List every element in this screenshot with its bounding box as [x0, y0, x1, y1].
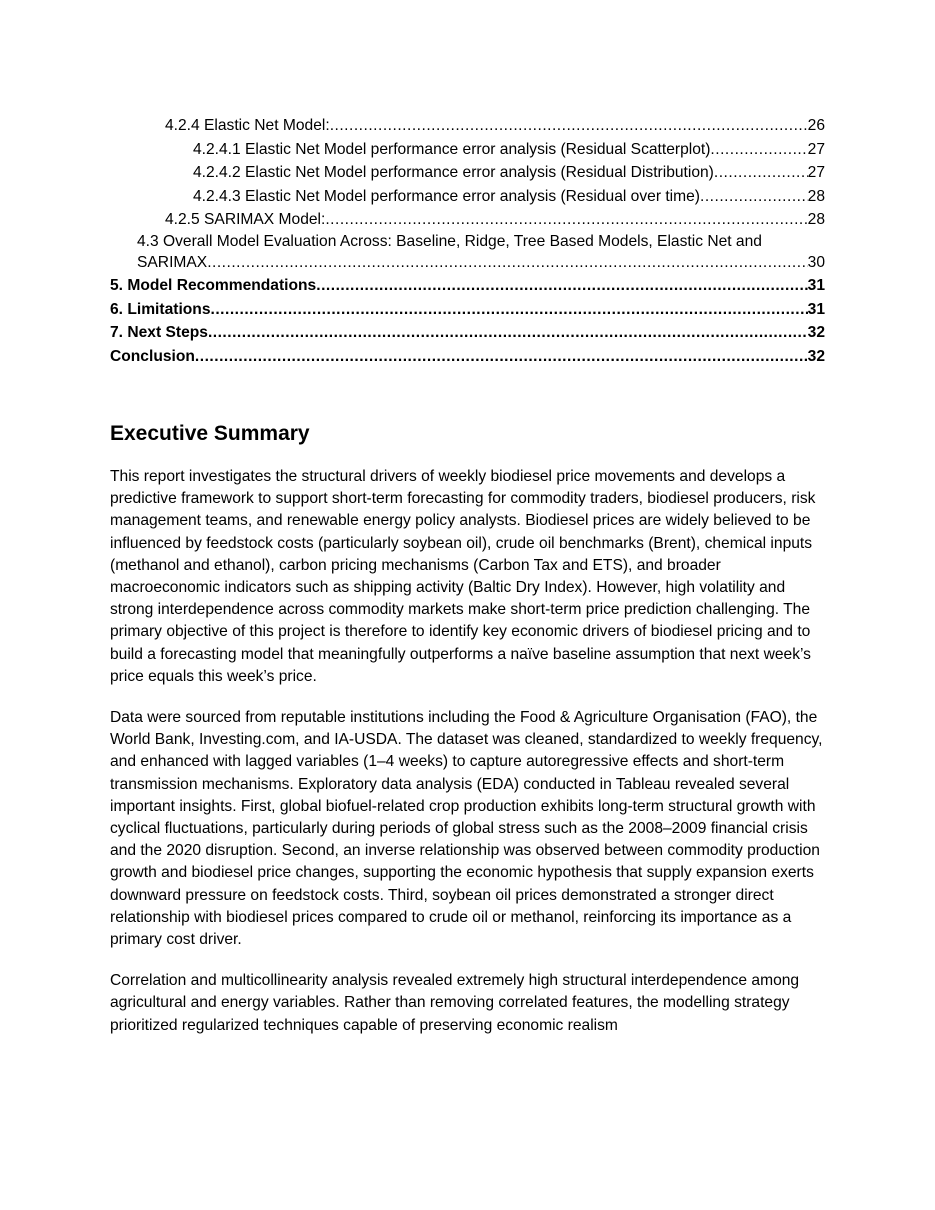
toc-page-number: 32	[807, 324, 825, 342]
toc-entry-title: 5. Model Recommendations	[110, 276, 317, 294]
toc-entry-title: 7. Next Steps	[110, 324, 208, 342]
toc-dot-leader	[710, 138, 807, 162]
toc-entry[interactable]	[110, 274, 825, 298]
table-of-contents	[110, 114, 825, 368]
toc-entry-title: 4.2.4.2 Elastic Net Model performance error analysis (Residual Distribution)	[193, 164, 714, 182]
toc-entry-title: 4.3 Overall Model Evaluation Across: Baseline, Ridge, Tree Based Models, Elastic Net and	[137, 232, 762, 250]
toc-dot-leader	[325, 208, 807, 232]
toc-entry[interactable]	[110, 138, 825, 162]
toc-entry-title: 4.2.4.1 Elastic Net Model performance error analysis (Residual Scatterplot)	[193, 140, 711, 158]
toc-page-number: 30	[807, 253, 825, 271]
toc-page-number: 31	[807, 300, 825, 318]
toc-dot-leader	[207, 252, 807, 274]
toc-entry[interactable]	[110, 345, 825, 369]
toc-entry-title: 4.2.5 SARIMAX Model:	[165, 211, 326, 229]
toc-entry[interactable]	[110, 232, 825, 274]
toc-dot-leader	[714, 161, 808, 185]
toc-dot-leader	[211, 298, 808, 322]
toc-page-number: 28	[807, 187, 825, 205]
body-paragraph: Correlation and multicollinearity analysis revealed extremely high structural interdependence among agricultural and energy variables. Rather than removing correlated features, the modelling strategy prioritized regularized techniques capable of preserving economic realism	[110, 972, 800, 1034]
toc-page-number: 31	[807, 276, 825, 294]
section-body	[110, 466, 826, 1056]
toc-entry-title: 4.2.4 Elastic Net Model:	[165, 117, 330, 134]
toc-entry[interactable]	[110, 298, 825, 322]
toc-entry-title: 4.2.4.3 Elastic Net Model performance error analysis (Residual over time)	[193, 187, 701, 205]
toc-entry[interactable]	[110, 208, 825, 232]
toc-entry[interactable]	[110, 161, 825, 185]
toc-dot-leader	[195, 345, 808, 369]
body-paragraph: Data were sourced from reputable institutions including the Food & Agriculture Organisation (FAO), the World Bank, Investing.com, and IA-USDA. The dataset was cleaned, standardized to weekly frequency, and enhanced with lagged variables (1–4 weeks) to capture autoregressive effects and short-term transmission mechanisms. Exploratory data analysis (EDA) conducted in Tableau revealed several important insights. First, global biofuel-related crop production exhibits long-term structural growth with cyclical fluctuations, particularly during periods of global stress such as the 2008–2009 financial crisis and the 2020 disruption. Second, an inverse relationship was observed between commodity production growth and biodiesel price changes, supporting the economic hypothesis that supply expansion exerts downward pressure on feedstock costs. Third, soybean oil prices demonstrated a stronger direct relationship with biodiesel prices compared to crude oil or methanol, reinforcing its importance as a primary cost driver.	[110, 709, 823, 949]
toc-dot-leader	[208, 321, 808, 345]
toc-entry-continuation	[137, 252, 825, 274]
toc-entry[interactable]	[110, 185, 825, 209]
toc-entry-title-continued: SARIMAX	[137, 253, 208, 271]
toc-page-number: 27	[807, 140, 825, 158]
toc-page-number: 28	[807, 211, 825, 229]
toc-entry[interactable]	[110, 321, 825, 345]
section-heading: Executive Summary	[110, 422, 310, 445]
toc-entry-title: Conclusion	[110, 347, 195, 365]
toc-page-number: 27	[807, 164, 825, 182]
toc-page-number: 32	[807, 347, 825, 365]
toc-dot-leader	[330, 114, 808, 138]
toc-entry[interactable]	[110, 114, 825, 138]
toc-dot-leader	[700, 185, 808, 209]
toc-dot-leader	[316, 274, 807, 298]
body-paragraph: This report investigates the structural drivers of weekly biodiesel price movements and develops a predictive framework to support short-term forecasting for commodity traders, biodiesel producers, risk management teams, and renewable energy policy analysts. Biodiesel prices are widely believed to be influenced by feedstock costs (particularly soybean oil), crude oil benchmarks (Brent), chemical inputs (methanol and ethanol), carbon pricing mechanisms (Carbon Tax and ETS), and broader macroeconomic indicators such as shipping activity (Baltic Dry Index). However, high volatility and strong interdependence across commodity markets make short-term price prediction challenging. The primary objective of this project is therefore to identify key economic drivers of biodiesel pricing and to build a forecasting model that meaningfully outperforms a naïve baseline assumption that next week’s price equals this week’s price.	[110, 468, 816, 685]
toc-entry-title: 6. Limitations	[110, 300, 211, 318]
toc-page-number: 26	[807, 117, 825, 134]
